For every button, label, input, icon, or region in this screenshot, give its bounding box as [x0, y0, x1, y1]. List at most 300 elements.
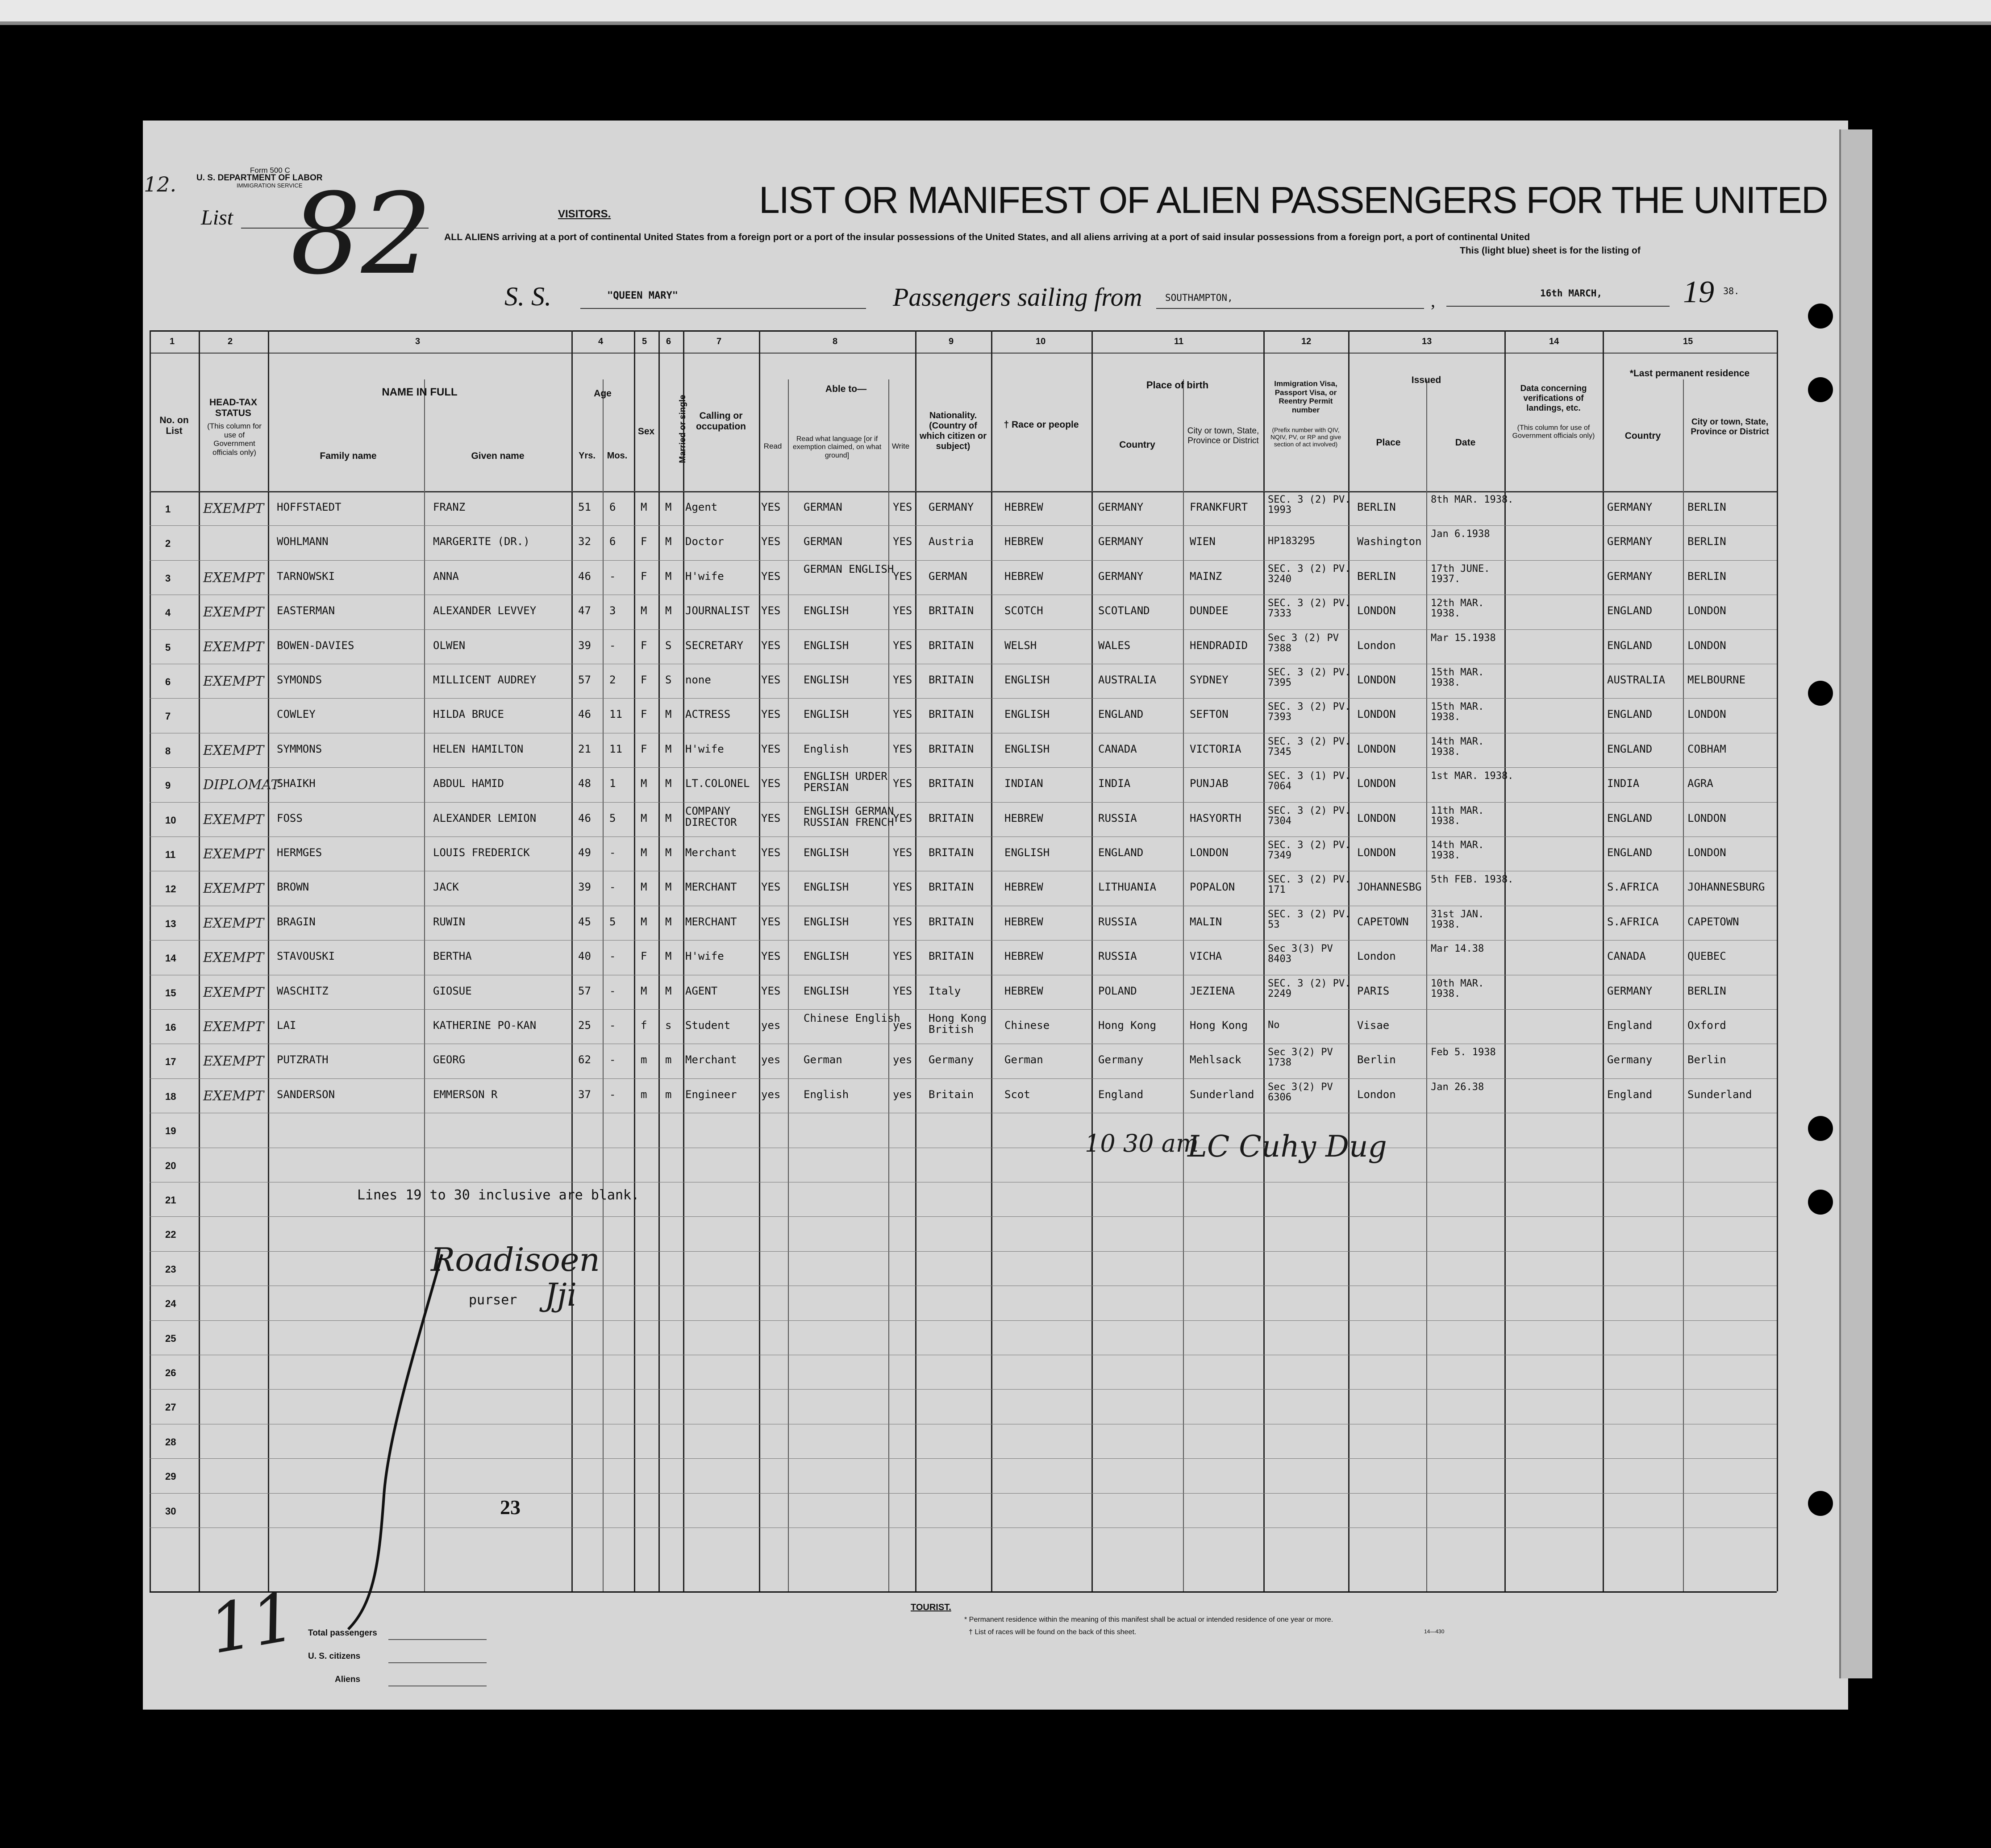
inspector-signature: LC Cuhy Dug [1187, 1129, 1387, 1164]
row-number: 25 [165, 1332, 176, 1344]
column-number: 7 [716, 337, 722, 346]
purser-label: purser [469, 1292, 517, 1308]
nationality: BRITAIN [929, 777, 974, 790]
age-months: - [609, 881, 616, 894]
column-number: 9 [949, 337, 954, 346]
birth-country: RUSSIA [1098, 812, 1137, 824]
family-name: HOFFSTAEDT [277, 501, 342, 513]
tax-status: EXEMPT [203, 1053, 264, 1070]
birth-city: VICTORIA [1190, 742, 1241, 755]
birth-city: LONDON [1190, 846, 1229, 859]
nationality: BRITAIN [929, 674, 974, 686]
birth-city: Hong Kong [1190, 1019, 1248, 1032]
birth-city: DUNDEE [1190, 604, 1229, 617]
sex: M [641, 604, 647, 617]
head-issued-date: Date [1455, 437, 1476, 448]
issued-place: London [1357, 639, 1396, 652]
can-read: YES [761, 846, 781, 859]
table-row [0, 698, 1786, 733]
occupation: Agent [685, 501, 718, 513]
given-name: BERTHA [433, 950, 472, 963]
birth-country: AUSTRALIA [1098, 674, 1157, 686]
birth-city: SEFTON [1190, 708, 1229, 721]
occupation: Student [685, 1019, 731, 1032]
birth-country: WALES [1098, 639, 1131, 652]
issued-place: LONDON [1357, 812, 1396, 824]
binder-hole [1808, 1491, 1833, 1516]
visa-number: Sec 3(3) PV 8403 [1268, 943, 1333, 965]
family-name: EASTERMAN [277, 604, 335, 617]
read-language: ENGLISH URDER PERSIAN [804, 770, 887, 794]
table-top-border [150, 330, 1777, 332]
head-given-name: Given name [471, 451, 525, 461]
occupation: none [685, 674, 711, 686]
nationality: BRITAIN [929, 639, 974, 652]
tax-status: EXEMPT [203, 674, 264, 689]
can-read: YES [761, 535, 781, 548]
row-number: 16 [165, 1022, 176, 1033]
birth-country: Hong Kong [1098, 1019, 1157, 1032]
occupation: MERCHANT [685, 915, 737, 928]
row-number: 8 [165, 745, 171, 757]
issued-date: 5th FEB. 1938. [1431, 874, 1514, 886]
sex: m [641, 1088, 647, 1101]
column-number: 10 [1036, 337, 1046, 346]
head-issued: Issued [1411, 375, 1441, 385]
head-age: Age [594, 388, 612, 399]
age-years: 45 [578, 915, 591, 928]
given-name: MARGERITE (DR.) [433, 535, 530, 548]
issued-date: Mar 15.1938 [1431, 632, 1496, 644]
visa-number: SEC. 3 (2) PV. 53 [1268, 908, 1351, 930]
residence-country: ENGLAND [1607, 604, 1653, 617]
issued-place: PARIS [1357, 984, 1390, 997]
age-months: 3 [609, 604, 616, 617]
occupation: Merchant [685, 1053, 737, 1066]
marital-status: M [665, 535, 672, 548]
issued-place: Berlin [1357, 1053, 1396, 1066]
nationality: BRITAIN [929, 708, 974, 721]
occupation: ACTRESS [685, 708, 731, 721]
race: INDIAN [1004, 777, 1043, 790]
residence-city: COBHAM [1687, 742, 1726, 755]
family-name: SHAIKH [277, 777, 316, 790]
visa-number: SEC. 3 (2) PV. 1993 [1268, 494, 1351, 516]
race: ENGLISH [1004, 846, 1050, 859]
can-write: YES [893, 881, 912, 894]
given-name: FRANZ [433, 501, 466, 513]
column-number: 1 [170, 337, 175, 346]
age-months: 11 [609, 742, 622, 755]
residence-city: Sunderland [1687, 1088, 1752, 1101]
can-write: yes [893, 1053, 912, 1066]
residence-city: QUEBEC [1687, 950, 1726, 963]
row-number: 20 [165, 1160, 176, 1171]
race: HEBREW [1004, 881, 1043, 894]
row-number: 6 [165, 676, 171, 687]
age-months: 5 [609, 915, 616, 928]
age-years: 57 [578, 674, 591, 686]
can-write: yes [893, 1019, 912, 1032]
residence-city: BERLIN [1687, 501, 1726, 513]
issued-place: LONDON [1357, 777, 1396, 790]
given-name: GIOSUE [433, 984, 472, 997]
long-pen-stroke [321, 1245, 455, 1647]
issued-date: 31st JAN. 1938. [1431, 908, 1484, 930]
given-name: ALEXANDER LEMION [433, 812, 537, 824]
table-row [0, 871, 1786, 905]
nationality: Austria [929, 535, 974, 548]
race: HEBREW [1004, 915, 1043, 928]
column-number: 6 [666, 337, 671, 346]
birth-city: SYDNEY [1190, 674, 1229, 686]
residence-city: LONDON [1687, 846, 1726, 859]
tax-status: DIPLOMAT [203, 777, 280, 793]
departure-date: 16th MARCH, [1540, 288, 1603, 299]
head-visa: Immigration Visa, Passport Visa, or Reentry Permit number [1274, 379, 1337, 414]
can-write: YES [893, 915, 912, 928]
head-tax-note: (This column for use of Government officials only) [207, 422, 262, 457]
residence-country: GERMANY [1607, 501, 1653, 513]
list-number: 82 [290, 169, 433, 299]
given-name: KATHERINE PO-KAN [433, 1019, 537, 1032]
occupation: H'wife [685, 742, 724, 755]
occupation: AGENT [685, 984, 718, 997]
birth-country: ENGLAND [1098, 846, 1144, 859]
residence-city: Berlin [1687, 1053, 1726, 1066]
residence-city: LONDON [1687, 639, 1726, 652]
residence-country: ENGLAND [1607, 639, 1653, 652]
family-name: BROWN [277, 881, 309, 894]
read-language: ENGLISH [804, 708, 849, 721]
occupation: Doctor [685, 535, 724, 548]
residence-country: S.AFRICA [1607, 881, 1659, 894]
visa-number: SEC. 3 (1) PV. 7064 [1268, 770, 1351, 792]
purser-initials: Jji [545, 1277, 577, 1313]
visa-number: SEC. 3 (2) PV. 7393 [1268, 701, 1351, 723]
marital-status: m [665, 1088, 672, 1101]
family-name: SYMONDS [277, 674, 322, 686]
manifest-title: LIST OR MANIFEST OF ALIEN PASSENGERS FOR THE UNITED [759, 179, 1828, 221]
tax-status: EXEMPT [203, 984, 264, 1000]
residence-city: LONDON [1687, 708, 1726, 721]
residence-country: GERMANY [1607, 570, 1653, 583]
head-able-to: Able to— [825, 384, 867, 394]
row-number: 24 [165, 1298, 176, 1310]
table-row [0, 664, 1786, 698]
table-row [0, 560, 1786, 595]
age-years: 57 [578, 984, 591, 997]
birth-country: GERMANY [1098, 535, 1144, 548]
issued-date: 10th MAR. 1938. [1431, 978, 1484, 999]
issued-date: Jan 26.38 [1431, 1081, 1484, 1093]
occupation: SECRETARY [685, 639, 744, 652]
issued-date: Mar 14.38 [1431, 943, 1484, 955]
read-language: ENGLISH [804, 984, 849, 997]
residence-city: AGRA [1687, 777, 1713, 790]
can-read: yes [761, 1053, 781, 1066]
sex: M [641, 915, 647, 928]
row-number: 29 [165, 1471, 176, 1482]
sex: M [641, 846, 647, 859]
can-read: YES [761, 881, 781, 894]
can-write: YES [893, 950, 912, 963]
birth-city: PUNJAB [1190, 777, 1229, 790]
issued-date: 14th MAR. 1938. [1431, 840, 1484, 862]
sex: m [641, 1053, 647, 1066]
read-language: ENGLISH [804, 950, 849, 963]
birth-country: GERMANY [1098, 570, 1144, 583]
age-months: - [609, 950, 616, 963]
race: WELSH [1004, 639, 1037, 652]
occupation: Merchant [685, 846, 737, 859]
birth-city: MALIN [1190, 915, 1222, 928]
head-race: † Race or people [1004, 420, 1079, 430]
can-read: YES [761, 915, 781, 928]
occupation: Engineer [685, 1088, 737, 1101]
head-sex: Sex [637, 426, 655, 437]
sex: F [641, 535, 647, 548]
row-number: 4 [165, 607, 171, 619]
race: HEBREW [1004, 984, 1043, 997]
binder-hole [1808, 681, 1833, 706]
corner-number: 12. [144, 172, 177, 196]
residence-country: INDIA [1607, 777, 1640, 790]
issued-date: 15th MAR. 1938. [1431, 701, 1484, 723]
row-number: 9 [165, 780, 171, 791]
footnote-races: † List of races will be found on the back of this sheet. [969, 1628, 1137, 1636]
residence-city: BERLIN [1687, 535, 1726, 548]
table-row [0, 1009, 1786, 1044]
can-read: yes [761, 1088, 781, 1101]
marital-status: M [665, 501, 672, 513]
given-name: MILLICENT AUDREY [433, 674, 537, 686]
occupation: COMPANY DIRECTOR [685, 804, 737, 828]
birth-country: POLAND [1098, 984, 1137, 997]
marital-status: M [665, 570, 672, 583]
visa-number: SEC. 3 (2) PV. 2249 [1268, 978, 1351, 999]
residence-country: AUSTRALIA [1607, 674, 1666, 686]
family-name: STAVOUSKI [277, 950, 335, 963]
row-number: 5 [165, 641, 171, 653]
birth-city: VICHA [1190, 950, 1222, 963]
issued-place: LONDON [1357, 674, 1396, 686]
table-row [0, 1044, 1786, 1078]
age-months: - [609, 846, 616, 859]
sex: F [641, 708, 647, 721]
can-read: YES [761, 501, 781, 513]
row-number: 19 [165, 1125, 176, 1137]
head-yrs: Yrs. [579, 451, 596, 461]
table-row [0, 629, 1786, 664]
issued-date: 12th MAR. 1938. [1431, 598, 1484, 620]
row-number: 28 [165, 1436, 176, 1448]
tax-status: EXEMPT [203, 812, 264, 828]
race: HEBREW [1004, 570, 1043, 583]
row-number: 2 [165, 538, 171, 549]
race: HEBREW [1004, 501, 1043, 513]
residence-country: ENGLAND [1607, 846, 1653, 859]
issued-place: Visae [1357, 1019, 1390, 1032]
read-language: GERMAN [804, 535, 842, 548]
head-issued-place: Place [1376, 437, 1401, 448]
handwritten-time: 10 30 am [1085, 1129, 1199, 1157]
age-months: 1 [609, 777, 616, 790]
sex: F [641, 950, 647, 963]
nationality: Italy [929, 984, 961, 997]
column-number: 8 [833, 337, 838, 346]
tax-status: EXEMPT [203, 604, 264, 620]
family-name: SANDERSON [277, 1088, 335, 1101]
row-rule [150, 1216, 1777, 1217]
column-number: 15 [1683, 337, 1693, 346]
can-read: YES [761, 604, 781, 617]
column-number: 5 [642, 337, 647, 346]
tax-status: EXEMPT [203, 881, 264, 897]
race: HEBREW [1004, 950, 1043, 963]
visitors-label: VISITORS. [558, 208, 611, 220]
age-years: 39 [578, 639, 591, 652]
occupation: H'wife [685, 950, 724, 963]
given-name: HILDA BRUCE [433, 708, 504, 721]
age-months: 5 [609, 812, 616, 824]
head-place-of-birth: Place of birth [1146, 379, 1209, 391]
residence-country: ENGLAND [1607, 708, 1653, 721]
issued-date: 11th MAR. 1938. [1431, 805, 1484, 827]
visa-number: SEC. 3 (2) PV. 7304 [1268, 805, 1351, 827]
age-months: 11 [609, 708, 622, 721]
issued-place: Washington [1357, 535, 1422, 548]
marital-status: M [665, 777, 672, 790]
sex: F [641, 742, 647, 755]
read-language: ENGLISH [804, 639, 849, 652]
row-number: 21 [165, 1195, 176, 1206]
marital-status: S [665, 639, 672, 652]
occupation: H'wife [685, 570, 724, 583]
given-name: JACK [433, 881, 459, 894]
nationality: GERMANY [929, 501, 974, 513]
sex: F [641, 674, 647, 686]
family-name: HERMGES [277, 846, 322, 859]
family-name: COWLEY [277, 708, 316, 721]
tax-status: EXEMPT [203, 1088, 264, 1104]
row-number: 3 [165, 572, 171, 584]
can-write: YES [893, 639, 912, 652]
age-months: - [609, 1053, 616, 1066]
birth-country: SCOTLAND [1098, 604, 1150, 617]
notice-line-2: This (light blue) sheet is for the listing of [1460, 246, 1641, 256]
birth-country: England [1098, 1088, 1144, 1101]
read-language: ENGLISH [804, 604, 849, 617]
given-name: OLWEN [433, 639, 466, 652]
nationality: Hong Kong British [929, 1012, 987, 1036]
visa-number: SEC. 3 (2) PV. 3240 [1268, 563, 1351, 585]
can-read: YES [761, 639, 781, 652]
occupation: MERCHANT [685, 881, 737, 894]
marital-status: S [665, 674, 672, 686]
issued-place: BERLIN [1357, 501, 1396, 513]
issued-place: JOHANNESBG [1357, 881, 1422, 894]
issued-date: Feb 5. 1938 [1431, 1047, 1496, 1058]
read-language: German [804, 1053, 842, 1066]
sex: M [641, 777, 647, 790]
residence-city: BERLIN [1687, 570, 1726, 583]
residence-country: Germany [1607, 1053, 1653, 1066]
family-name: LAI [277, 1019, 296, 1032]
column-number: 4 [598, 337, 604, 346]
tourist-label: TOURIST. [911, 1602, 951, 1612]
marital-status: M [665, 604, 672, 617]
can-read: YES [761, 708, 781, 721]
given-name: RUWIN [433, 915, 466, 928]
head-write: Write [891, 442, 910, 450]
age-months: 6 [609, 535, 616, 548]
marital-status: M [665, 950, 672, 963]
issued-date: 1st MAR. 1938. [1431, 770, 1514, 782]
issued-place: London [1357, 950, 1396, 963]
visa-number: Sec 3(2) PV 1738 [1268, 1047, 1333, 1069]
residence-country: GERMANY [1607, 535, 1653, 548]
marital-status: M [665, 812, 672, 824]
row-number: 18 [165, 1090, 176, 1102]
can-write: YES [893, 570, 912, 583]
age-months: - [609, 639, 616, 652]
table-row [0, 595, 1786, 629]
can-read: YES [761, 812, 781, 824]
residence-country: CANADA [1607, 950, 1646, 963]
age-years: 49 [578, 846, 591, 859]
list-label: List [201, 206, 233, 229]
issued-place: CAPETOWN [1357, 915, 1409, 928]
sex: M [641, 812, 647, 824]
can-write: YES [893, 535, 912, 548]
visa-number: Sec 3(2) PV 6306 [1268, 1081, 1333, 1103]
issued-place: BERLIN [1357, 570, 1396, 583]
age-months: - [609, 984, 616, 997]
head-no-on-list: No. on List [159, 415, 189, 437]
nationality: BRITAIN [929, 742, 974, 755]
head-mos: Mos. [607, 451, 628, 461]
given-name: GEORG [433, 1053, 466, 1066]
footnote-residence: * Permanent residence within the meaning of this manifest shall be actual or intended residence of one year or more. [964, 1616, 1333, 1623]
number-row-border [150, 353, 1777, 354]
given-name: ALEXANDER LEVVEY [433, 604, 537, 617]
table-row [0, 975, 1786, 1009]
race: ENGLISH [1004, 742, 1050, 755]
marital-status: s [665, 1019, 672, 1032]
birth-city: Sunderland [1190, 1088, 1254, 1101]
visa-number: SEC. 3 (2) PV. 7333 [1268, 598, 1351, 620]
marital-status: M [665, 846, 672, 859]
visa-number: No [1268, 1020, 1280, 1031]
row-number: 11 [165, 849, 176, 860]
can-write: YES [893, 674, 912, 686]
tax-status: EXEMPT [203, 1019, 264, 1035]
table-row [0, 733, 1786, 767]
can-write: YES [893, 501, 912, 513]
nationality: BRITAIN [929, 915, 974, 928]
row-number: 12 [165, 883, 176, 895]
column-number: 13 [1422, 337, 1432, 346]
race: Scot [1004, 1088, 1030, 1101]
birth-country: GERMANY [1098, 501, 1144, 513]
age-years: 62 [578, 1053, 591, 1066]
nationality: BRITAIN [929, 812, 974, 824]
family-name: BOWEN-DAVIES [277, 639, 354, 652]
tax-status: EXEMPT [203, 915, 264, 931]
age-years: 46 [578, 812, 591, 824]
can-write: YES [893, 812, 912, 824]
